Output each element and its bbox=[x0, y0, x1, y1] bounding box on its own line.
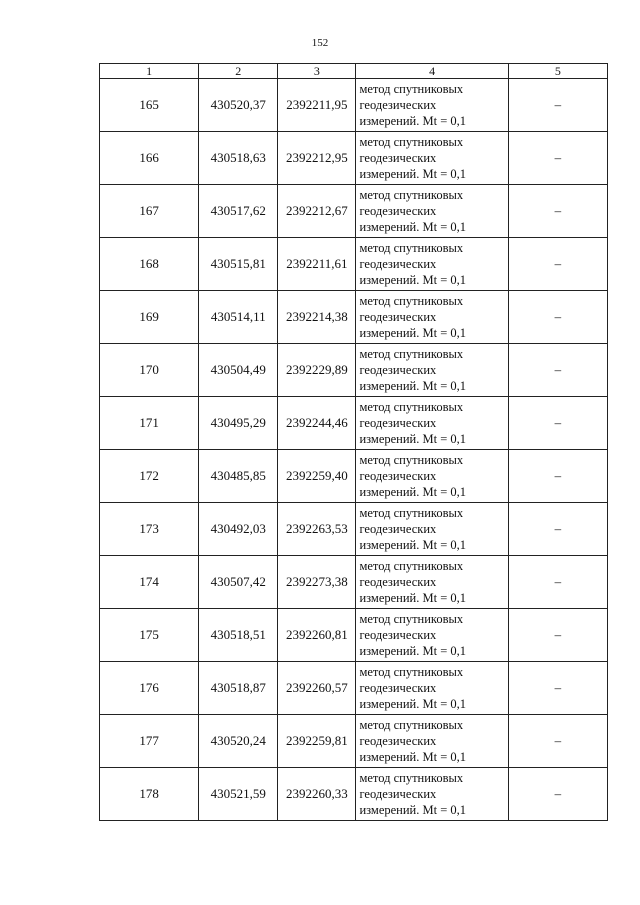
method-line: метод спутниковых bbox=[359, 347, 464, 361]
table-row bbox=[100, 556, 608, 609]
method-line: метод спутниковых bbox=[359, 665, 464, 679]
method-cell bbox=[356, 662, 508, 715]
x-coordinate-cell: 430507,42 bbox=[199, 556, 278, 609]
method-line: геодезических bbox=[359, 628, 437, 642]
method-line: метод спутниковых bbox=[359, 82, 464, 96]
x-coordinate-cell: 430517,62 bbox=[199, 185, 278, 238]
x-coordinate-cell: 430518,87 bbox=[199, 662, 278, 715]
method-cell bbox=[356, 344, 508, 397]
y-coordinate-cell: 2392259,40 bbox=[278, 450, 356, 503]
table-row bbox=[100, 238, 608, 291]
method-cell bbox=[356, 397, 508, 450]
method-line: геодезических bbox=[359, 363, 437, 377]
y-coordinate-cell: 2392211,61 bbox=[278, 238, 356, 291]
point-number-cell: 170 bbox=[100, 344, 199, 397]
method-line: метод спутниковых bbox=[359, 135, 464, 149]
table-row bbox=[100, 344, 608, 397]
note-cell: – bbox=[508, 238, 607, 291]
method-line: геодезических bbox=[359, 257, 437, 271]
x-coordinate-cell: 430485,85 bbox=[199, 450, 278, 503]
method-line: метод спутниковых bbox=[359, 559, 464, 573]
note-cell: – bbox=[508, 397, 607, 450]
method-line: геодезических bbox=[359, 416, 437, 430]
table-row bbox=[100, 662, 608, 715]
note-cell: – bbox=[508, 503, 607, 556]
note-cell: – bbox=[508, 556, 607, 609]
y-coordinate-cell: 2392212,95 bbox=[278, 132, 356, 185]
method-cell bbox=[356, 132, 508, 185]
note-cell: – bbox=[508, 715, 607, 768]
table-row bbox=[100, 132, 608, 185]
table-row bbox=[100, 185, 608, 238]
note-cell: – bbox=[508, 132, 607, 185]
method-cell bbox=[356, 768, 508, 821]
method-line: измерений. Mt = 0,1 bbox=[359, 644, 467, 658]
method-line: измерений. Mt = 0,1 bbox=[359, 326, 467, 340]
x-coordinate-cell: 430515,81 bbox=[199, 238, 278, 291]
method-cell bbox=[356, 185, 508, 238]
table-row bbox=[100, 768, 608, 821]
method-line: геодезических bbox=[359, 98, 437, 112]
x-coordinate-cell: 430495,29 bbox=[199, 397, 278, 450]
point-number-cell: 169 bbox=[100, 291, 199, 344]
method-line: метод спутниковых bbox=[359, 188, 464, 202]
note-cell: – bbox=[508, 79, 607, 132]
page-number: 152 bbox=[311, 37, 329, 49]
method-line: геодезических bbox=[359, 522, 437, 536]
point-number-cell: 177 bbox=[100, 715, 199, 768]
method-line: измерений. Mt = 0,1 bbox=[359, 114, 467, 128]
point-number-cell: 175 bbox=[100, 609, 199, 662]
method-line: геодезических bbox=[359, 734, 437, 748]
method-line: измерений. Mt = 0,1 bbox=[359, 803, 467, 817]
method-cell bbox=[356, 503, 508, 556]
method-line: измерений. Mt = 0,1 bbox=[359, 750, 467, 764]
y-coordinate-cell: 2392244,46 bbox=[278, 397, 356, 450]
table-row bbox=[100, 450, 608, 503]
point-number-cell: 168 bbox=[100, 238, 199, 291]
method-cell bbox=[356, 715, 508, 768]
method-line: метод спутниковых bbox=[359, 771, 464, 785]
table-row bbox=[100, 609, 608, 662]
point-number-cell: 176 bbox=[100, 662, 199, 715]
x-coordinate-cell: 430514,11 bbox=[199, 291, 278, 344]
note-cell: – bbox=[508, 662, 607, 715]
y-coordinate-cell: 2392214,38 bbox=[278, 291, 356, 344]
method-line: геодезических bbox=[359, 787, 437, 801]
method-line: метод спутниковых bbox=[359, 718, 464, 732]
method-line: метод спутниковых bbox=[359, 612, 464, 626]
note-cell: – bbox=[508, 344, 607, 397]
method-cell bbox=[356, 556, 508, 609]
method-line: измерений. Mt = 0,1 bbox=[359, 379, 467, 393]
x-coordinate-cell: 430518,51 bbox=[199, 609, 278, 662]
method-line: геодезических bbox=[359, 575, 437, 589]
y-coordinate-cell: 2392212,67 bbox=[278, 185, 356, 238]
method-cell bbox=[356, 609, 508, 662]
column-header-3: 3 bbox=[278, 64, 356, 79]
method-line: геодезических bbox=[359, 681, 437, 695]
column-header-4: 4 bbox=[356, 64, 508, 79]
table-row bbox=[100, 715, 608, 768]
table-row bbox=[100, 397, 608, 450]
method-line: метод спутниковых bbox=[359, 294, 464, 308]
y-coordinate-cell: 2392259,81 bbox=[278, 715, 356, 768]
coordinates-table bbox=[99, 63, 608, 821]
note-cell: – bbox=[508, 291, 607, 344]
method-line: метод спутниковых bbox=[359, 506, 464, 520]
note-cell: – bbox=[508, 768, 607, 821]
table-row bbox=[100, 79, 608, 132]
table-row bbox=[100, 503, 608, 556]
method-line: геодезических bbox=[359, 151, 437, 165]
method-line: метод спутниковых bbox=[359, 241, 464, 255]
y-coordinate-cell: 2392273,38 bbox=[278, 556, 356, 609]
method-line: измерений. Mt = 0,1 bbox=[359, 485, 467, 499]
method-cell bbox=[356, 291, 508, 344]
point-number-cell: 166 bbox=[100, 132, 199, 185]
point-number-cell: 178 bbox=[100, 768, 199, 821]
x-coordinate-cell: 430518,63 bbox=[199, 132, 278, 185]
point-number-cell: 171 bbox=[100, 397, 199, 450]
point-number-cell: 167 bbox=[100, 185, 199, 238]
method-line: геодезических bbox=[359, 310, 437, 324]
x-coordinate-cell: 430492,03 bbox=[199, 503, 278, 556]
point-number-cell: 173 bbox=[100, 503, 199, 556]
method-line: геодезических bbox=[359, 204, 437, 218]
x-coordinate-cell: 430520,24 bbox=[199, 715, 278, 768]
point-number-cell: 172 bbox=[100, 450, 199, 503]
note-cell: – bbox=[508, 450, 607, 503]
x-coordinate-cell: 430504,49 bbox=[199, 344, 278, 397]
table-row bbox=[100, 291, 608, 344]
point-number-cell: 165 bbox=[100, 79, 199, 132]
y-coordinate-cell: 2392260,57 bbox=[278, 662, 356, 715]
column-header-2: 2 bbox=[199, 64, 278, 79]
table-header-row bbox=[100, 64, 608, 79]
method-line: измерений. Mt = 0,1 bbox=[359, 220, 467, 234]
method-line: измерений. Mt = 0,1 bbox=[359, 591, 467, 605]
method-cell bbox=[356, 79, 508, 132]
x-coordinate-cell: 430521,59 bbox=[199, 768, 278, 821]
note-cell: – bbox=[508, 185, 607, 238]
method-line: измерений. Mt = 0,1 bbox=[359, 538, 467, 552]
method-line: метод спутниковых bbox=[359, 400, 464, 414]
y-coordinate-cell: 2392263,53 bbox=[278, 503, 356, 556]
method-line: измерений. Mt = 0,1 bbox=[359, 697, 467, 711]
method-cell bbox=[356, 238, 508, 291]
method-line: метод спутниковых bbox=[359, 453, 464, 467]
point-number-cell: 174 bbox=[100, 556, 199, 609]
y-coordinate-cell: 2392211,95 bbox=[278, 79, 356, 132]
table-body bbox=[100, 79, 608, 821]
y-coordinate-cell: 2392260,81 bbox=[278, 609, 356, 662]
method-line: измерений. Mt = 0,1 bbox=[359, 167, 467, 181]
column-header-1: 1 bbox=[100, 64, 199, 79]
method-line: измерений. Mt = 0,1 bbox=[359, 273, 467, 287]
note-cell: – bbox=[508, 609, 607, 662]
y-coordinate-cell: 2392260,33 bbox=[278, 768, 356, 821]
x-coordinate-cell: 430520,37 bbox=[199, 79, 278, 132]
y-coordinate-cell: 2392229,89 bbox=[278, 344, 356, 397]
method-line: геодезических bbox=[359, 469, 437, 483]
method-cell bbox=[356, 450, 508, 503]
column-header-5: 5 bbox=[508, 64, 607, 79]
method-line: измерений. Mt = 0,1 bbox=[359, 432, 467, 446]
